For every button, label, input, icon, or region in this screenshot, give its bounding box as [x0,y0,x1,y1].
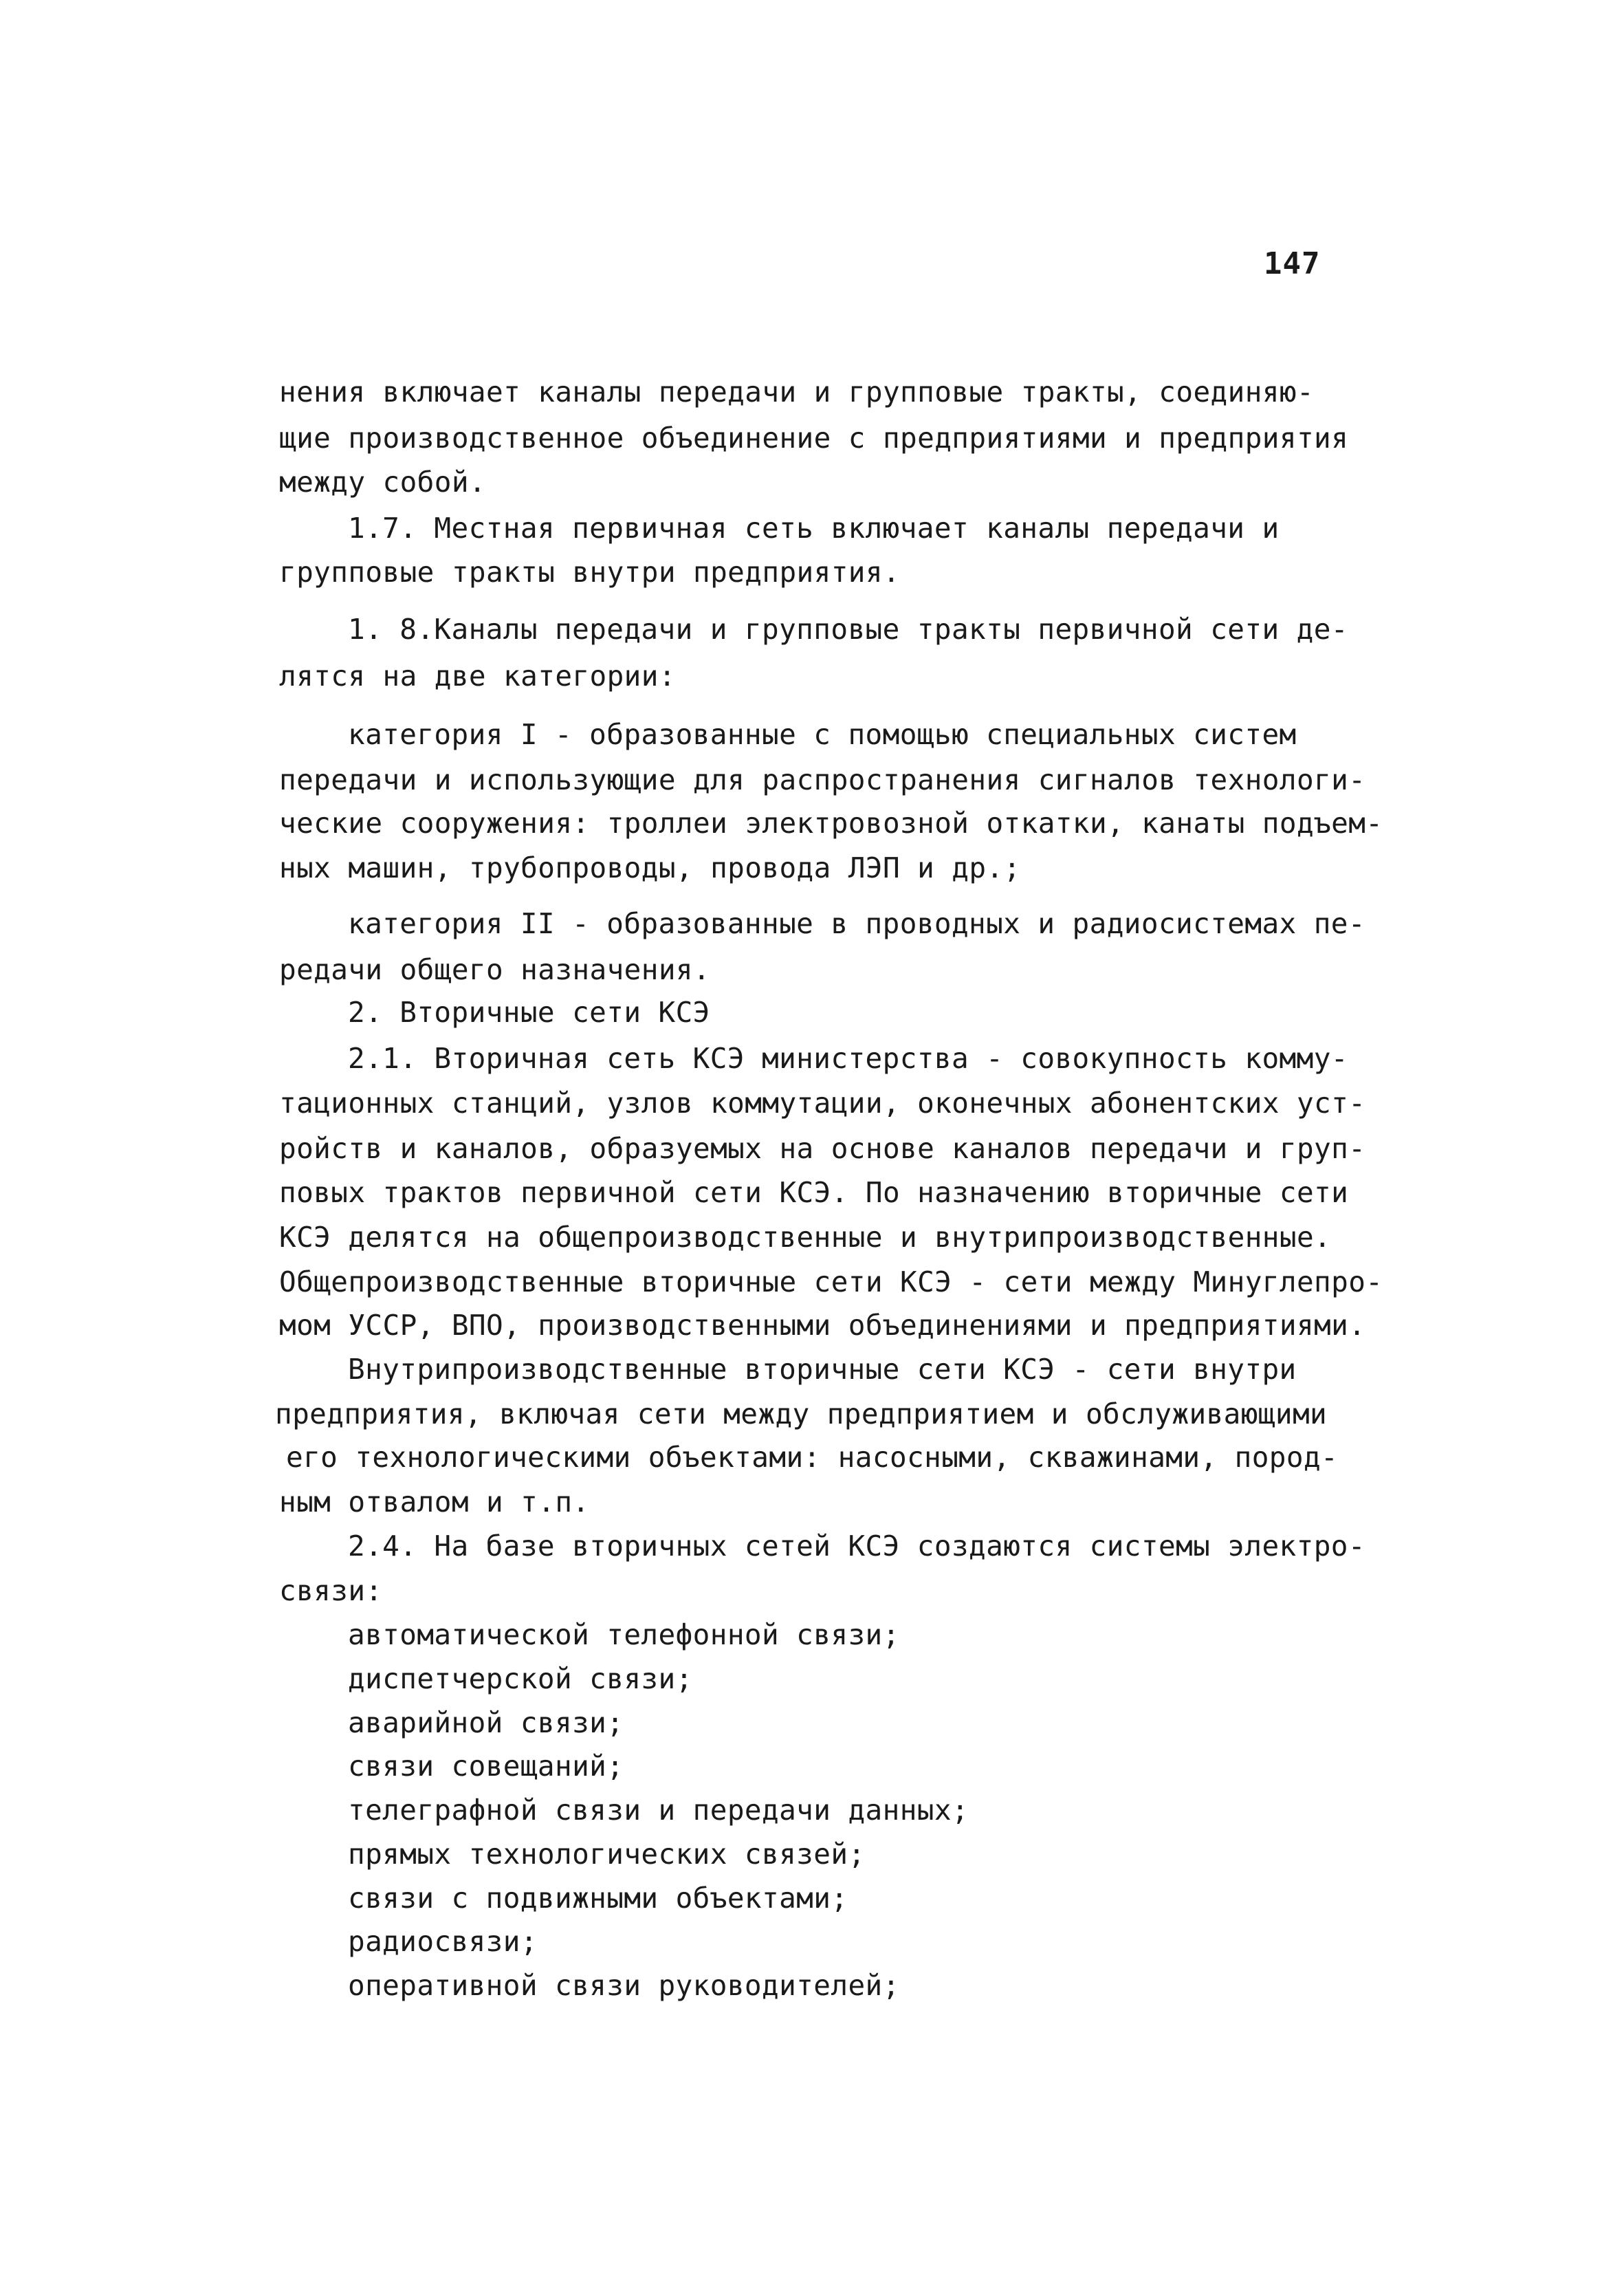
list-item: прямых технологических связей; [348,1838,866,1871]
list-item: аварийной связи; [348,1706,624,1739]
text-line: 2. Вторичные сети КСЭ [348,996,710,1029]
text-line: его технологическими объектами: насосными, скважинами, пород- [286,1441,1339,1474]
text-line: тационных станций, узлов коммутации, оконечных абонентских уст- [279,1087,1366,1120]
text-line: групповые тракты внутри предприятия. [279,556,901,589]
text-line: щие производственное объединение с предприятиями и предприятия [279,422,1349,455]
text-line: 2.1. Вторичная сеть КСЭ министерства - совокупность комму- [348,1042,1348,1075]
text-line: категория II - образованные в проводных и радиосистемах пе- [348,907,1365,940]
text-line: связи: [279,1574,383,1607]
list-item: связи совещаний; [348,1750,624,1783]
text-line: 1.7. Местная первичная сеть включает каналы передачи и [348,512,1280,545]
text-line: редачи общего назначения. [279,953,711,986]
text-line: повых трактов первичной сети КСЭ. По назначению вторичные сети [279,1176,1349,1209]
text-line: ческие сооружения: троллеи электровозной откатки, канаты подъем- [279,807,1383,840]
text-line: 1. 8.Каналы передачи и групповые тракты первичной сети де- [348,613,1348,646]
text-line: Внутрипроизводственные вторичные сети КСЭ - сети внутри [348,1353,1297,1386]
list-item: связи с подвижными объектами; [348,1882,848,1915]
text-line: между собой. [279,466,487,499]
text-line: ройств и каналов, образуемых на основе каналов передачи и груп- [279,1132,1366,1165]
text-line: мом УССР, ВПО, производственными объединениями и предприятиями. [279,1309,1366,1342]
text-line: КСЭ делятся на общепроизводственные и внутрипроизводственные. [279,1221,1332,1254]
text-line: Общепроизводственные вторичные сети КСЭ - сети между Минуглепро- [279,1265,1383,1298]
text-line: лятся на две категории: [279,660,676,693]
text-line: 2.4. На базе вторичных сетей КСЭ создаются системы электро- [348,1530,1365,1563]
text-line: ным отвалом и т.п. [279,1485,590,1519]
text-line: категория I - образованные с помощью специальных систем [348,718,1297,751]
text-line: передачи и использующие для распространения сигналов технологи- [279,763,1366,796]
text-line: нения включает каналы передачи и групповые тракты, соединяю- [279,375,1315,409]
list-item: диспетчерской связи; [348,1662,693,1695]
list-item: оперативной связи руководителей; [348,1969,900,2002]
page-number: 147 [1264,246,1321,281]
text-line: ных машин, трубопроводы, провода ЛЭП и др.; [279,851,1021,884]
text-line: предприятия, включая сети между предприятием и обслуживающими [275,1397,1328,1430]
list-item: радиосвязи; [348,1925,538,1958]
list-item: автоматической телефонной связи; [348,1618,900,1651]
list-item: телеграфной связи и передачи данных; [348,1794,969,1827]
